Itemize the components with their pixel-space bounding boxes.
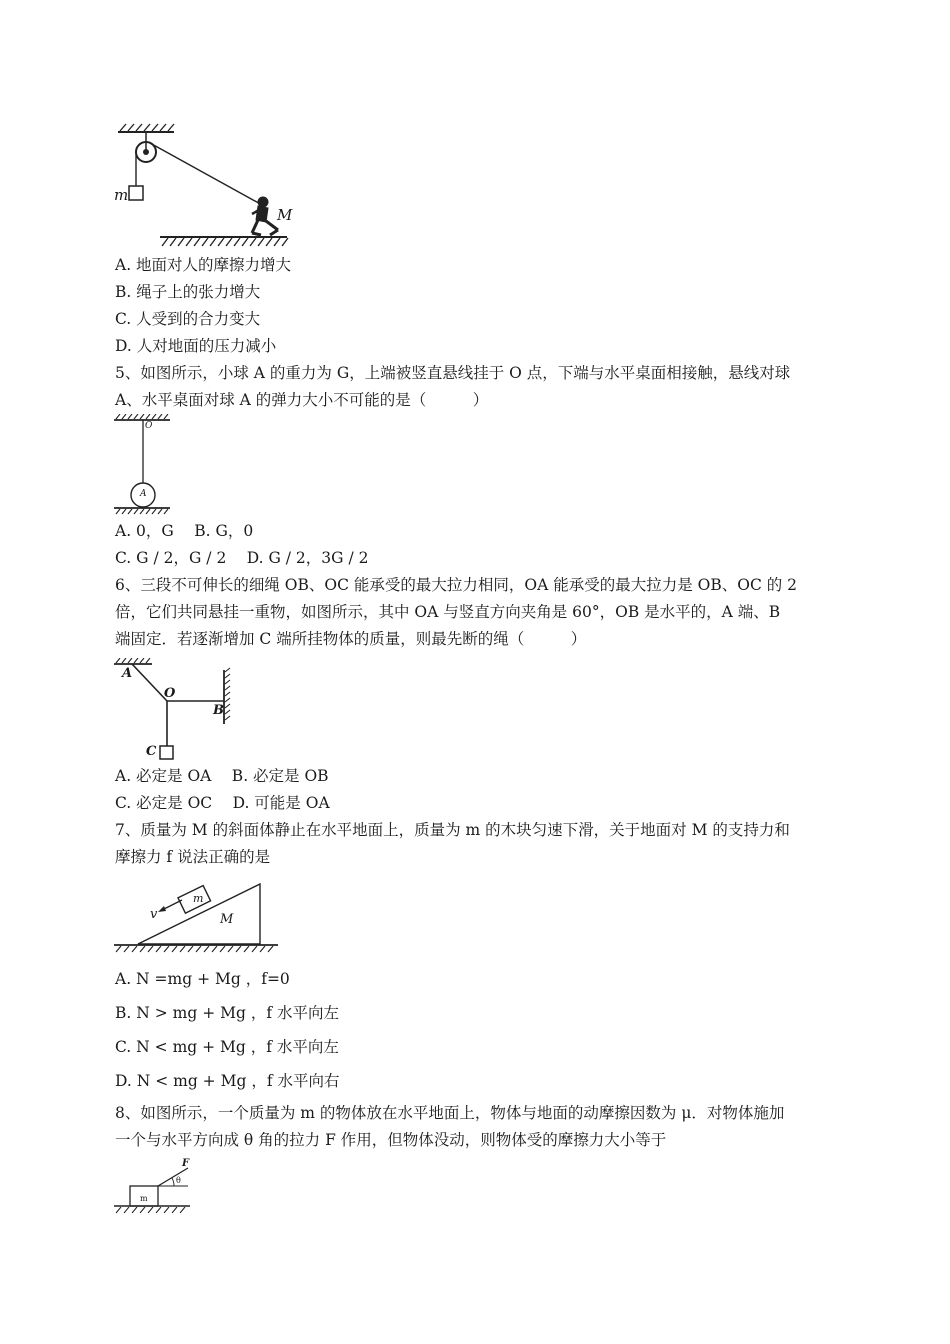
q7-stem-line-1: 7、质量为 M 的斜面体静止在水平地面上，质量为 m 的木块匀速下滑，关于地面对 M 的支持力和 [115,821,790,839]
q8-figure [112,1158,194,1216]
q7-option-d: D. N < mg + Mg ，f 水平向右 [115,1072,340,1090]
q8-force-label: F [182,1158,190,1169]
q4-option-b: B. 绳子上的张力增大 [115,283,261,301]
q7-stem-line-2: 摩擦力 f 说法正确的是 [115,848,271,866]
q7-option-b: B. N > mg + Mg ，f 水平向左 [115,1004,339,1022]
q6-options-line-1: A. 必定是 OA B. 必定是 OB [115,767,329,785]
q7-wedge-label: M [220,912,234,927]
q6-label-o: O [164,686,176,701]
q8-stem-line-2: 一个与水平方向成 θ 角的拉力 F 作用，但物体没动，则物体受的摩擦力大小等于 [115,1131,667,1149]
q7-figure [112,880,284,956]
q6-figure [112,658,236,762]
q7-option-a: A. N =mg + Mg ，f=0 [115,970,290,988]
q4-option-d: D. 人对地面的压力减小 [115,337,277,355]
q6-label-a: A [122,666,133,681]
q5-stem-line-2: A、水平桌面对球 A 的弹力大小不可能的是（ ） [115,391,489,409]
q6-label-b: B [213,703,224,718]
q4-mass-label: m [114,186,129,204]
q5-options-line-1: A. 0，G B. G，0 [115,522,254,540]
q5-stem-line-1: 5、如图所示，小球 A 的重力为 G，上端被竖直悬线挂于 O 点，下端与水平桌面相接触，悬线对球 [115,364,791,382]
q6-stem-line-2: 倍，它们共同悬挂一重物，如图所示，其中 OA 与竖直方向夹角是 60°，OB 是水平的，A 端、B [115,603,781,621]
q5-ball-label: A [140,489,147,499]
q7-block-label: m [193,892,204,905]
q8-block-label: m [140,1194,148,1203]
q5-options-line-2: C. G / 2，G / 2 D. G / 2，3G / 2 [115,549,369,567]
q5-figure [112,414,174,516]
q6-label-c: C [146,744,157,759]
q4-figure [112,122,297,250]
q7-option-c: C. N < mg + Mg ，f 水平向左 [115,1038,339,1056]
q8-angle-label: θ [176,1176,181,1185]
q7-velocity-label: v [150,907,158,922]
q6-options-line-2: C. 必定是 OC D. 可能是 OA [115,794,330,812]
q4-option-c: C. 人受到的合力变大 [115,310,261,328]
q6-stem-line-1: 6、三段不可伸长的细绳 OB、OC 能承受的最大拉力相同，OA 能承受的最大拉力是 OB、OC 的 2 [115,576,798,594]
q6-stem-line-3: 端固定．若逐渐增加 C 端所挂物体的质量，则最先断的绳（ ） [115,630,587,648]
q4-option-a: A. 地面对人的摩擦力增大 [115,256,292,274]
q4-person-label: M [277,206,293,224]
q8-stem-line-1: 8、如图所示，一个质量为 m 的物体放在水平地面上，物体与地面的动摩擦因数为 μ．对物体施加 [115,1104,785,1122]
q5-point-label: O [145,421,153,431]
